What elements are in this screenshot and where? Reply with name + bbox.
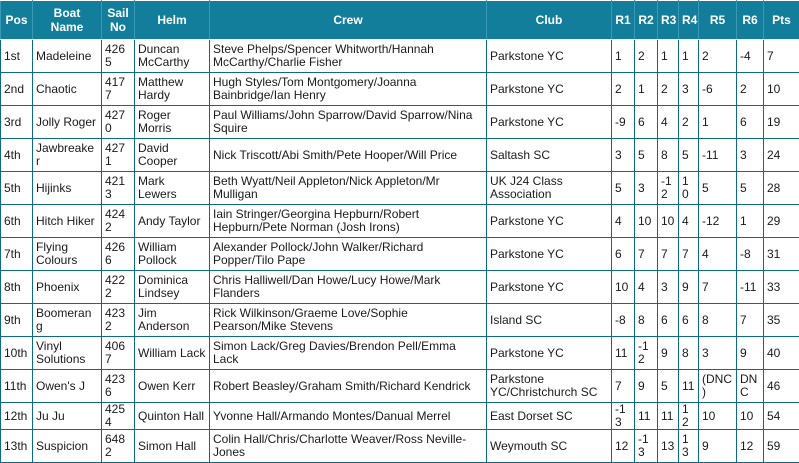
cell-boat-name: Jawbreaker <box>33 139 102 172</box>
cell-boat-name: Madeleine <box>33 40 102 73</box>
cell-r5: -6 <box>699 73 737 106</box>
cell-r5: 10 <box>699 403 737 430</box>
cell-sail-no: 4254 <box>102 403 135 430</box>
cell-pts: 59 <box>764 430 799 463</box>
table-row <box>1 370 799 403</box>
cell-pos: 8th <box>1 271 33 304</box>
cell-r2: 3 <box>635 172 658 205</box>
cell-boat-name: Hijinks <box>33 172 102 205</box>
cell-boat-name: Chaotic <box>33 73 102 106</box>
cell-r4: 11 <box>679 370 699 403</box>
cell-pos: 5th <box>1 172 33 205</box>
cell-r5: 9 <box>699 430 737 463</box>
cell-r1: 2 <box>612 73 635 106</box>
cell-r1: -9 <box>612 106 635 139</box>
cell-r1: 7 <box>612 370 635 403</box>
cell-helm: Jim Anderson <box>135 304 210 337</box>
cell-boat-name: Ju Ju <box>33 403 102 430</box>
cell-crew: Chris Halliwell/Dan Howe/Lucy Howe/Mark Flanders <box>210 271 487 304</box>
cell-sail-no: 4213 <box>102 172 135 205</box>
cell-r1: 3 <box>612 139 635 172</box>
cell-helm: Matthew Hardy <box>135 73 210 106</box>
cell-pts: 46 <box>764 370 799 403</box>
cell-r6: 7 <box>737 304 764 337</box>
cell-r3: 4 <box>658 106 679 139</box>
cell-r5: 3 <box>699 337 737 370</box>
cell-boat-name: Flying Colours <box>33 238 102 271</box>
cell-r1: 12 <box>612 430 635 463</box>
cell-sail-no: 4222 <box>102 271 135 304</box>
cell-r3: 1 <box>658 40 679 73</box>
cell-r2: -13 <box>635 430 658 463</box>
cell-helm: Duncan McCarthy <box>135 40 210 73</box>
cell-club: East Dorset SC <box>487 403 612 430</box>
header-r5: R5 <box>699 1 737 40</box>
cell-club: Parkstone YC/Christchurch SC <box>487 370 612 403</box>
cell-crew: Rick Wilkinson/Graeme Love/Sophie Pearson/Mike Stevens <box>210 304 487 337</box>
cell-helm: Owen Kerr <box>135 370 210 403</box>
cell-r4: 13 <box>679 430 699 463</box>
header-r3: R3 <box>658 1 679 40</box>
cell-r5: 8 <box>699 304 737 337</box>
cell-club: Parkstone YC <box>487 40 612 73</box>
header-pos: Pos <box>1 1 33 40</box>
cell-r2: 8 <box>635 304 658 337</box>
table-row <box>1 238 799 271</box>
cell-crew: Paul Williams/John Sparrow/David Sparrow/Nina Squire <box>210 106 487 139</box>
cell-helm: Mark Lewers <box>135 172 210 205</box>
cell-r2: 7 <box>635 238 658 271</box>
cell-r2: 2 <box>635 40 658 73</box>
cell-r4: 6 <box>679 304 699 337</box>
cell-r3: 9 <box>658 337 679 370</box>
cell-crew: Robert Beasley/Graham Smith/Richard Kendrick <box>210 370 487 403</box>
cell-r3: 6 <box>658 304 679 337</box>
cell-helm: Roger Morris <box>135 106 210 139</box>
cell-pts: 29 <box>764 205 799 238</box>
cell-crew: Steve Phelps/Spencer Whitworth/Hannah McCarthy/Charlie Fisher <box>210 40 487 73</box>
header-r4: R4 <box>679 1 699 40</box>
cell-club: Island SC <box>487 304 612 337</box>
cell-r5: -11 <box>699 139 737 172</box>
cell-pos: 1st <box>1 40 33 73</box>
cell-r4: 5 <box>679 139 699 172</box>
cell-club: Parkstone YC <box>487 271 612 304</box>
cell-r1: 11 <box>612 337 635 370</box>
header-r2: R2 <box>635 1 658 40</box>
cell-club: UK J24 Class Association <box>487 172 612 205</box>
cell-r4: 10 <box>679 172 699 205</box>
cell-pos: 10th <box>1 337 33 370</box>
cell-r6: 1 <box>737 205 764 238</box>
cell-boat-name: Suspicion <box>33 430 102 463</box>
cell-r4: 3 <box>679 73 699 106</box>
cell-club: Weymouth SC <box>487 430 612 463</box>
cell-r2: 4 <box>635 271 658 304</box>
table-row <box>1 337 799 370</box>
cell-boat-name: Owen's J <box>33 370 102 403</box>
cell-pts: 31 <box>764 238 799 271</box>
cell-r1: 5 <box>612 172 635 205</box>
cell-r6: 9 <box>737 337 764 370</box>
cell-boat-name: Phoenix <box>33 271 102 304</box>
header-r1: R1 <box>612 1 635 40</box>
cell-helm: David Cooper <box>135 139 210 172</box>
cell-r6: DNC <box>737 370 764 403</box>
cell-r6: 2 <box>737 73 764 106</box>
table-row <box>1 172 799 205</box>
cell-crew: Iain Stringer/Georgina Hepburn/Robert Hepburn/Pete Norman (Josh Irons) <box>210 205 487 238</box>
cell-crew: Nick Triscott/Abi Smith/Pete Hooper/Will Price <box>210 139 487 172</box>
header-helm: Helm <box>135 1 210 40</box>
cell-helm: Simon Hall <box>135 430 210 463</box>
cell-pts: 33 <box>764 271 799 304</box>
cell-sail-no: 4265 <box>102 40 135 73</box>
cell-sail-no: 4266 <box>102 238 135 271</box>
cell-boat-name: Vinyl Solutions <box>33 337 102 370</box>
cell-r5: 7 <box>699 271 737 304</box>
cell-r2: 1 <box>635 73 658 106</box>
table-row <box>1 73 799 106</box>
cell-r4: 8 <box>679 337 699 370</box>
cell-pts: 24 <box>764 139 799 172</box>
cell-pts: 28 <box>764 172 799 205</box>
cell-crew: Hugh Styles/Tom Montgomery/Joanna Bainbridge/Ian Henry <box>210 73 487 106</box>
cell-pts: 10 <box>764 73 799 106</box>
table-row <box>1 304 799 337</box>
cell-club: Parkstone YC <box>487 73 612 106</box>
cell-r3: 3 <box>658 271 679 304</box>
cell-r4: 4 <box>679 205 699 238</box>
cell-pos: 12th <box>1 403 33 430</box>
cell-r3: 5 <box>658 370 679 403</box>
cell-r4: 2 <box>679 106 699 139</box>
cell-pos: 9th <box>1 304 33 337</box>
cell-r1: 1 <box>612 40 635 73</box>
cell-r1: 4 <box>612 205 635 238</box>
cell-sail-no: 4242 <box>102 205 135 238</box>
cell-pos: 4th <box>1 139 33 172</box>
cell-r5: 2 <box>699 40 737 73</box>
cell-r6: 12 <box>737 430 764 463</box>
cell-r1: -13 <box>612 403 635 430</box>
cell-pos: 13th <box>1 430 33 463</box>
header-boat-name: Boat Name <box>33 1 102 40</box>
cell-sail-no: 4232 <box>102 304 135 337</box>
cell-crew: Beth Wyatt/Neil Appleton/Nick Appleton/Mr Mulligan <box>210 172 487 205</box>
cell-r4: 12 <box>679 403 699 430</box>
cell-pts: 19 <box>764 106 799 139</box>
cell-r2: 5 <box>635 139 658 172</box>
cell-crew: Colin Hall/Chris/Charlotte Weaver/Ross Neville-Jones <box>210 430 487 463</box>
cell-club: Parkstone YC <box>487 106 612 139</box>
header-r6: R6 <box>737 1 764 40</box>
cell-r3: -12 <box>658 172 679 205</box>
cell-helm: Dominica Lindsey <box>135 271 210 304</box>
cell-r5: 1 <box>699 106 737 139</box>
cell-r6: 6 <box>737 106 764 139</box>
cell-club: Parkstone YC <box>487 238 612 271</box>
cell-r5: (DNC) <box>699 370 737 403</box>
cell-r6: -11 <box>737 271 764 304</box>
cell-r6: 5 <box>737 172 764 205</box>
cell-sail-no: 4236 <box>102 370 135 403</box>
cell-helm: Quinton Hall <box>135 403 210 430</box>
cell-r2: 10 <box>635 205 658 238</box>
table-row <box>1 40 799 73</box>
cell-pts: 54 <box>764 403 799 430</box>
cell-r5: -12 <box>699 205 737 238</box>
cell-pts: 7 <box>764 40 799 73</box>
table-body <box>1 40 799 463</box>
cell-crew: Simon Lack/Greg Davies/Brendon Pell/Emma Lack <box>210 337 487 370</box>
table-row <box>1 139 799 172</box>
cell-r3: 11 <box>658 403 679 430</box>
table-header <box>1 1 799 40</box>
cell-r5: 5 <box>699 172 737 205</box>
header-sail-no: Sail No <box>102 1 135 40</box>
cell-pos: 3rd <box>1 106 33 139</box>
cell-r4: 1 <box>679 40 699 73</box>
cell-r3: 2 <box>658 73 679 106</box>
cell-r4: 9 <box>679 271 699 304</box>
cell-club: Parkstone YC <box>487 337 612 370</box>
table-row <box>1 106 799 139</box>
cell-r3: 7 <box>658 238 679 271</box>
cell-r1: 6 <box>612 238 635 271</box>
cell-pos: 2nd <box>1 73 33 106</box>
table-row <box>1 403 799 430</box>
cell-pts: 35 <box>764 304 799 337</box>
cell-r1: 10 <box>612 271 635 304</box>
cell-pos: 6th <box>1 205 33 238</box>
cell-r2: 6 <box>635 106 658 139</box>
cell-club: Parkstone YC <box>487 205 612 238</box>
cell-pos: 7th <box>1 238 33 271</box>
cell-r3: 8 <box>658 139 679 172</box>
cell-helm: William Lack <box>135 337 210 370</box>
table-row <box>1 205 799 238</box>
cell-pts: 40 <box>764 337 799 370</box>
cell-club: Saltash SC <box>487 139 612 172</box>
cell-sail-no: 4270 <box>102 106 135 139</box>
table-row <box>1 271 799 304</box>
header-club: Club <box>487 1 612 40</box>
cell-boat-name: Jolly Roger <box>33 106 102 139</box>
header-pts: Pts <box>764 1 799 40</box>
cell-helm: William Pollock <box>135 238 210 271</box>
cell-sail-no: 4067 <box>102 337 135 370</box>
cell-r2: 11 <box>635 403 658 430</box>
cell-r6: 3 <box>737 139 764 172</box>
cell-r3: 13 <box>658 430 679 463</box>
cell-crew: Yvonne Hall/Armando Montes/Danual Merrel <box>210 403 487 430</box>
cell-r2: -12 <box>635 337 658 370</box>
cell-r6: -8 <box>737 238 764 271</box>
cell-sail-no: 4177 <box>102 73 135 106</box>
cell-r5: 4 <box>699 238 737 271</box>
cell-r6: 10 <box>737 403 764 430</box>
header-crew: Crew <box>210 1 487 40</box>
cell-crew: Alexander Pollock/John Walker/Richard Popper/Tilo Pape <box>210 238 487 271</box>
cell-pos: 11th <box>1 370 33 403</box>
cell-r3: 10 <box>658 205 679 238</box>
cell-sail-no: 6482 <box>102 430 135 463</box>
header-row <box>1 1 799 40</box>
cell-r2: 9 <box>635 370 658 403</box>
cell-r4: 7 <box>679 238 699 271</box>
cell-boat-name: Hitch Hiker <box>33 205 102 238</box>
cell-r6: -4 <box>737 40 764 73</box>
cell-sail-no: 4271 <box>102 139 135 172</box>
cell-boat-name: Boomerang <box>33 304 102 337</box>
cell-r1: -8 <box>612 304 635 337</box>
cell-helm: Andy Taylor <box>135 205 210 238</box>
